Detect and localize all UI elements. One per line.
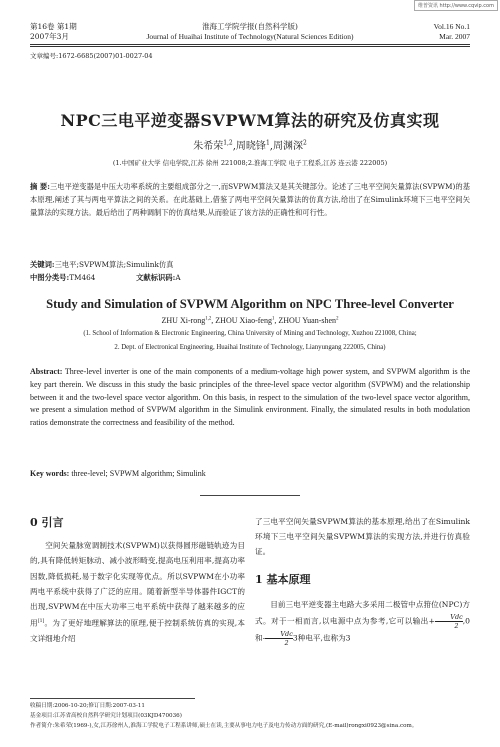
abstract-text: 三电平逆变器是中压大功率系统的主要组成部分之一,而SVPWM算法又是其关键部分。论述了三电平空间矢量算法(SVPWM)的基本原理,阐述了其与两电平算法之间的关系。在此基础上,借鉴了两电平空间矢量算法的仿真方法,给出了在Simulink环境下三电平空间矢量算法的实现方法。最后给出了两种调制下的仿真结果,从而验证了该方法的正确性和可行性。	[30, 182, 471, 218]
fraction-denominator: 2	[284, 638, 289, 647]
keywords-chinese	[30, 260, 173, 270]
introduction-paragraph	[30, 538, 245, 646]
author-affiliation-mark: 1,2	[223, 139, 233, 147]
header-rule-thin	[30, 46, 470, 47]
paragraph-text: 空间矢量脉宽调制技术(SVPWM)以获得圆形磁链轨迹为目的,具有降低转矩脉动、减小波形畸变,提高电压利用率,提高功率因数,降低损耗,易于数字化实现等优点。所以SVPWM在小功率两电平系统中获得了广泛的应用。随着新型半导体器件IGCT的出现,SVPWM在中压大功率三电平系统中获得了越来越多的应用	[30, 541, 245, 628]
author-name: ,周晓锋	[232, 141, 266, 152]
paragraph-text: ,0和-	[255, 616, 470, 643]
journal-name-en: Journal of Huaihai Institute of Technology(Natural Sciences Edition)	[146, 32, 354, 41]
right-column	[255, 514, 470, 647]
author-affiliation-mark: 2	[336, 316, 339, 322]
affiliation-english-1: (1. School of Information & Electronic Engineering, China University of Mining and Technology, Xuzhou 221008, China;	[83, 330, 417, 337]
journal-name	[0, 22, 500, 42]
keywords-text: three-level; SVPWM algorithm; Simulink	[71, 469, 206, 478]
fraction-vdc-over-2	[435, 613, 463, 630]
fraction-numerator: Vdc	[265, 630, 293, 639]
journal-volume-info-en	[434, 22, 470, 42]
abstract-chinese	[30, 180, 470, 220]
footnote-received: 收稿日期:2006-10-20;修订日期:2007-03-11	[30, 703, 145, 709]
author-name: 朱希荣	[193, 141, 224, 152]
fraction-numerator: Vdc	[435, 613, 463, 622]
author-affiliation-mark: 1,2	[205, 316, 212, 322]
keywords-english	[30, 469, 206, 478]
publish-date: 2007年3月	[30, 32, 69, 41]
fraction-vdc-over-2	[265, 630, 293, 647]
authors-chinese	[0, 137, 500, 152]
author-name: ,周渊深	[269, 141, 303, 152]
class-value: TM464	[69, 273, 96, 282]
affiliation-chinese: (1.中国矿业大学 信电学院,江苏 徐州 221008;2.淮海工学院 电子工程系,江苏 连云港 222005)	[112, 159, 388, 167]
paragraph-text: 了三电平空间矢量SVPWM算法的基本原理,给出了在Simulink环境下三电平空间矢量SVPWM算法的实现方法,并进行仿真验证。	[255, 517, 470, 557]
paragraph-text: 目前三电平逆变器主电路大多采用二极管中点箝位(NPC)方式。对于一相而言,以电源中点为参考,它可以输出+	[255, 599, 470, 626]
section-heading-introduction: 0 引言	[30, 516, 64, 529]
affiliation-english-2: 2. Dept. of Electronical Engineering, Huaihai Institute of Technology, Lianyungang 222005, China)	[114, 344, 386, 351]
author-name: , ZHOU Yuan-shen	[274, 316, 337, 325]
author-affiliation-mark: 1	[271, 316, 275, 322]
footnote-author: 作者简介:朱希荣(1969-),女,江苏徐州人,淮海工学院电子工程系讲师,硕士在读,主要从事电力电子及电力传动方面的研究,(E-mail)rongxi0923@sina.com。	[30, 723, 418, 729]
footnote-fund: 基金项目:江苏省高校自然科学研究计划项目(03KJD470036)	[30, 713, 182, 719]
author-affiliation-mark: 1	[265, 139, 270, 147]
classification	[30, 273, 181, 283]
author-name: , ZHOU Xiao-feng	[211, 316, 272, 325]
footnote-rule	[30, 698, 195, 699]
publish-date-en: Mar. 2007	[439, 32, 470, 41]
keywords-text: 三电平;SVPWM算法;Simulink仿真	[54, 260, 174, 269]
doc-code-value: A	[175, 273, 181, 282]
paragraph-text: 。为了更好地理解算法的原理,便于控制系统仿真的实现,本文详细地介绍	[30, 618, 246, 643]
authors-english	[0, 316, 500, 325]
keywords-label: 关键词:	[30, 260, 55, 269]
title-chinese: NPC三电平逆变器SVPWM算法的研究及仿真实现	[60, 111, 440, 130]
journal-name-zh: 淮海工学院学报(自然科学版)	[202, 22, 298, 31]
watermark-stamp: 维普资讯 http://www.cqvip.com	[414, 0, 498, 11]
section-heading-principle: 1 基本原理	[255, 572, 311, 586]
section-separator	[200, 495, 300, 496]
class-label: 中图分类号:	[30, 273, 70, 282]
abstract-label: 摘 要:	[30, 182, 50, 191]
left-column	[30, 515, 245, 646]
author-affiliation-mark: 2	[302, 139, 307, 147]
header-rule	[30, 44, 470, 45]
abstract-english	[30, 366, 470, 430]
abstract-label: Abstract:	[30, 367, 63, 376]
fraction-denominator: 2	[454, 621, 459, 630]
title-english: Study and Simulation of SVPWM Algorithm on NPC Three-level Converter	[46, 297, 454, 311]
principle-paragraph	[255, 597, 470, 647]
keywords-label: Key words:	[30, 469, 70, 478]
article-number: 文章编号:1672-6685(2007)01-0027-04	[30, 52, 153, 60]
paragraph-text: 3种电平,也称为3	[292, 633, 351, 643]
volume-issue: 第16卷 第1期	[30, 22, 77, 31]
doc-code-label: 文献标识码:	[136, 273, 176, 282]
author-name: ZHU Xi-rong	[161, 316, 206, 325]
abstract-text: Three-level inverter is one of the main components of a medium-voltage high power system, and SVPWM algorithm is the key part therein. We discuss in this study the basic principles of the three-level space vector algorithm (SVPWM) and the relationship between it and the two-level space vector algorithm. On this basis, in respect to the simulation of the two-level space vector algorithm, we present a simulation method of SVPWM algorithm in the Simulink environment. Finally, the simulated results in both modulation ratios demonstrate the correctness and feasibility of the method.	[30, 367, 471, 428]
citation: [1]	[37, 619, 45, 625]
volume-issue-en: Vol.16 No.1	[433, 22, 470, 31]
